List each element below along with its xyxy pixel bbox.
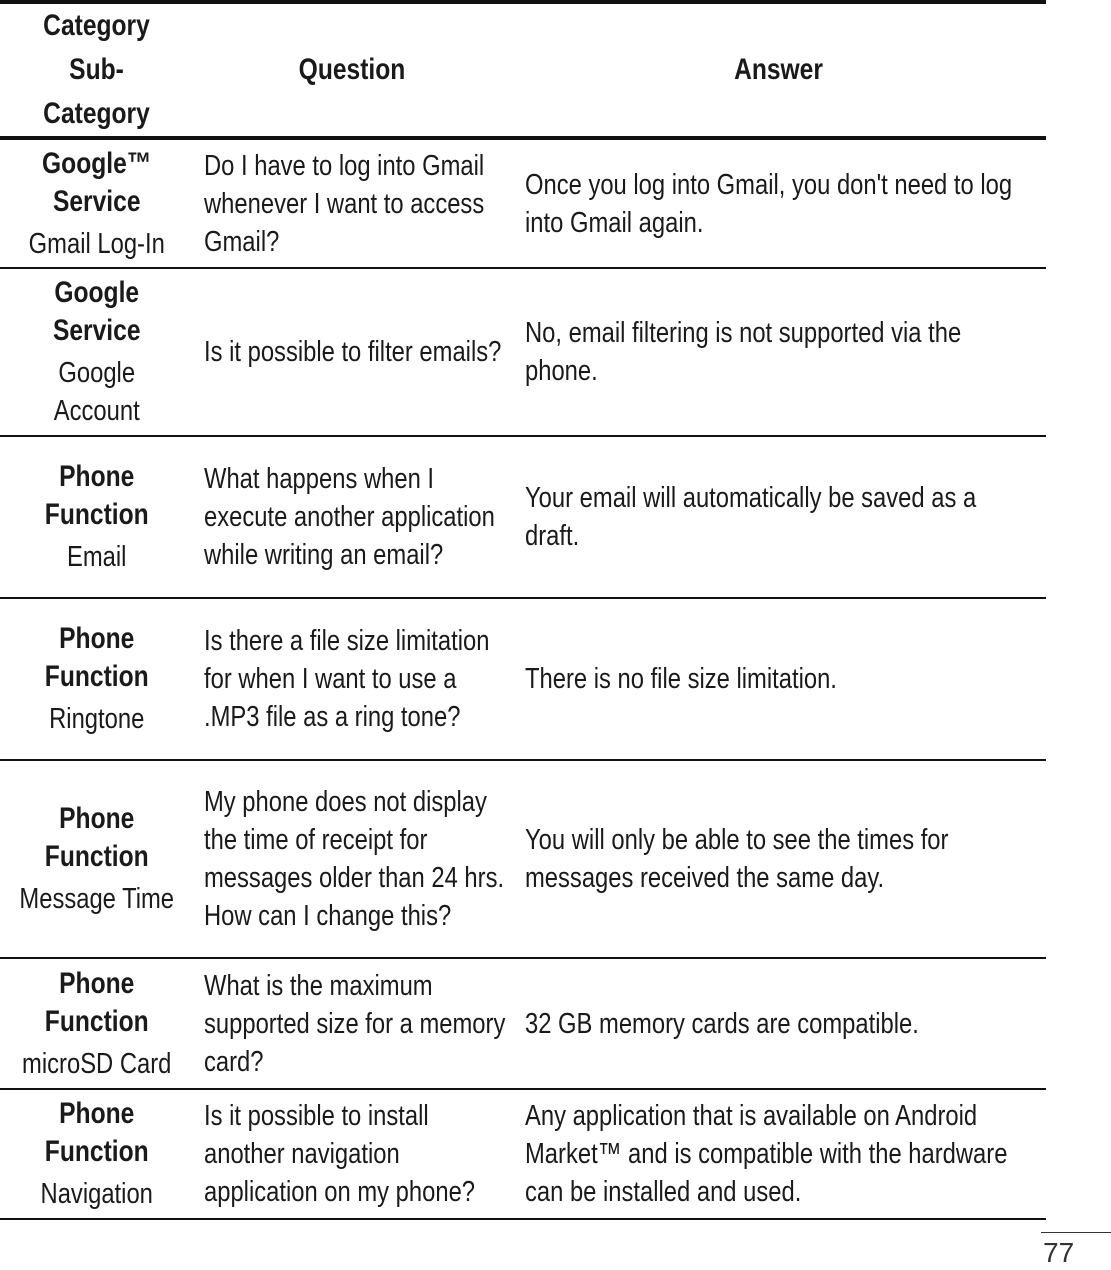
sub-category-label: Email [66,541,127,573]
question-cell [193,760,511,958]
header-sub-category-label: Sub-Category [43,53,150,130]
answer-text: 32 GB memory cards are compatible. [525,1007,919,1040]
question-text: What is the maximum supported size for a memory card? [204,969,506,1078]
question-text: My phone does not display the time of receipt for messages older than 24 hrs. How can I change this? [204,786,505,932]
table-row [0,138,1046,268]
question-cell [193,436,511,598]
question-cell [193,958,511,1089]
category-cell [0,268,193,436]
category-label: Google Service [52,276,141,347]
answer-text: You will only be able to see the times for messages received the same day. [525,824,949,894]
table-row [0,268,1046,436]
table-row [0,958,1046,1089]
answer-text: Once you log into Gmail, you don't need to log into Gmail again. [525,168,1013,239]
header-category-label: Category [43,9,150,42]
category-cell [0,958,193,1089]
question-text: What happens when I execute another application while writing an email? [204,463,495,571]
question-text: Is it possible to install another navigation application on my phone? [204,1100,476,1208]
category-cell [0,760,193,958]
answer-cell [511,958,1046,1089]
category-cell [0,138,193,268]
sub-category-label: Ringtone [48,703,145,735]
answer-text: Your email will automatically be saved as a draft. [525,482,977,552]
category-cell [0,1089,193,1219]
question-text: Is there a file size limitation for when I want to use a .MP3 file as a ring tone? [204,625,490,733]
category-label: Phone Function [44,622,149,693]
answer-cell [511,760,1046,958]
category-label: Phone Function [44,802,149,873]
answer-cell [511,436,1046,598]
table-row [0,1089,1046,1219]
header-question: Question [222,2,483,138]
answer-cell [511,1089,1046,1219]
question-text: Is it possible to filter emails? [204,336,502,368]
table-header-row [0,2,1046,138]
footer-rule [1041,1232,1111,1233]
question-cell [193,598,511,760]
sub-category-label: microSD Card [21,1047,172,1080]
answer-cell [511,598,1046,760]
category-label: Phone Function [44,966,149,1038]
answer-text: No, email filtering is not supported via the phone. [525,317,962,387]
table-row [0,436,1046,598]
category-label: Phone Function [44,460,149,531]
category-cell [0,598,193,760]
sub-category-label: Navigation [40,1178,153,1210]
category-label: Google™ Service [41,146,152,218]
sub-category-label: Google Account [53,357,140,427]
table-row [0,760,1046,958]
category-label: Phone Function [44,1097,149,1168]
answer-text: There is no file size limitation. [525,663,837,695]
sub-category-label: Gmail Log-In [28,227,165,260]
sub-category-label: Message Time [19,883,174,915]
question-cell [193,138,511,268]
header-answer: Answer [559,2,998,138]
question-cell [193,268,511,436]
answer-cell [511,138,1046,268]
category-cell [0,436,193,598]
header-category [17,2,175,138]
page-number: 77 [1043,1237,1075,1268]
question-text: Do I have to log into Gmail whenever I want to access Gmail? [204,149,485,258]
answer-text: Any application that is available on Android Market™ and is compatible with the hardware can be installed and used. [525,1100,1008,1208]
table-row [0,598,1046,760]
answer-cell [511,268,1046,436]
question-cell [193,1089,511,1219]
